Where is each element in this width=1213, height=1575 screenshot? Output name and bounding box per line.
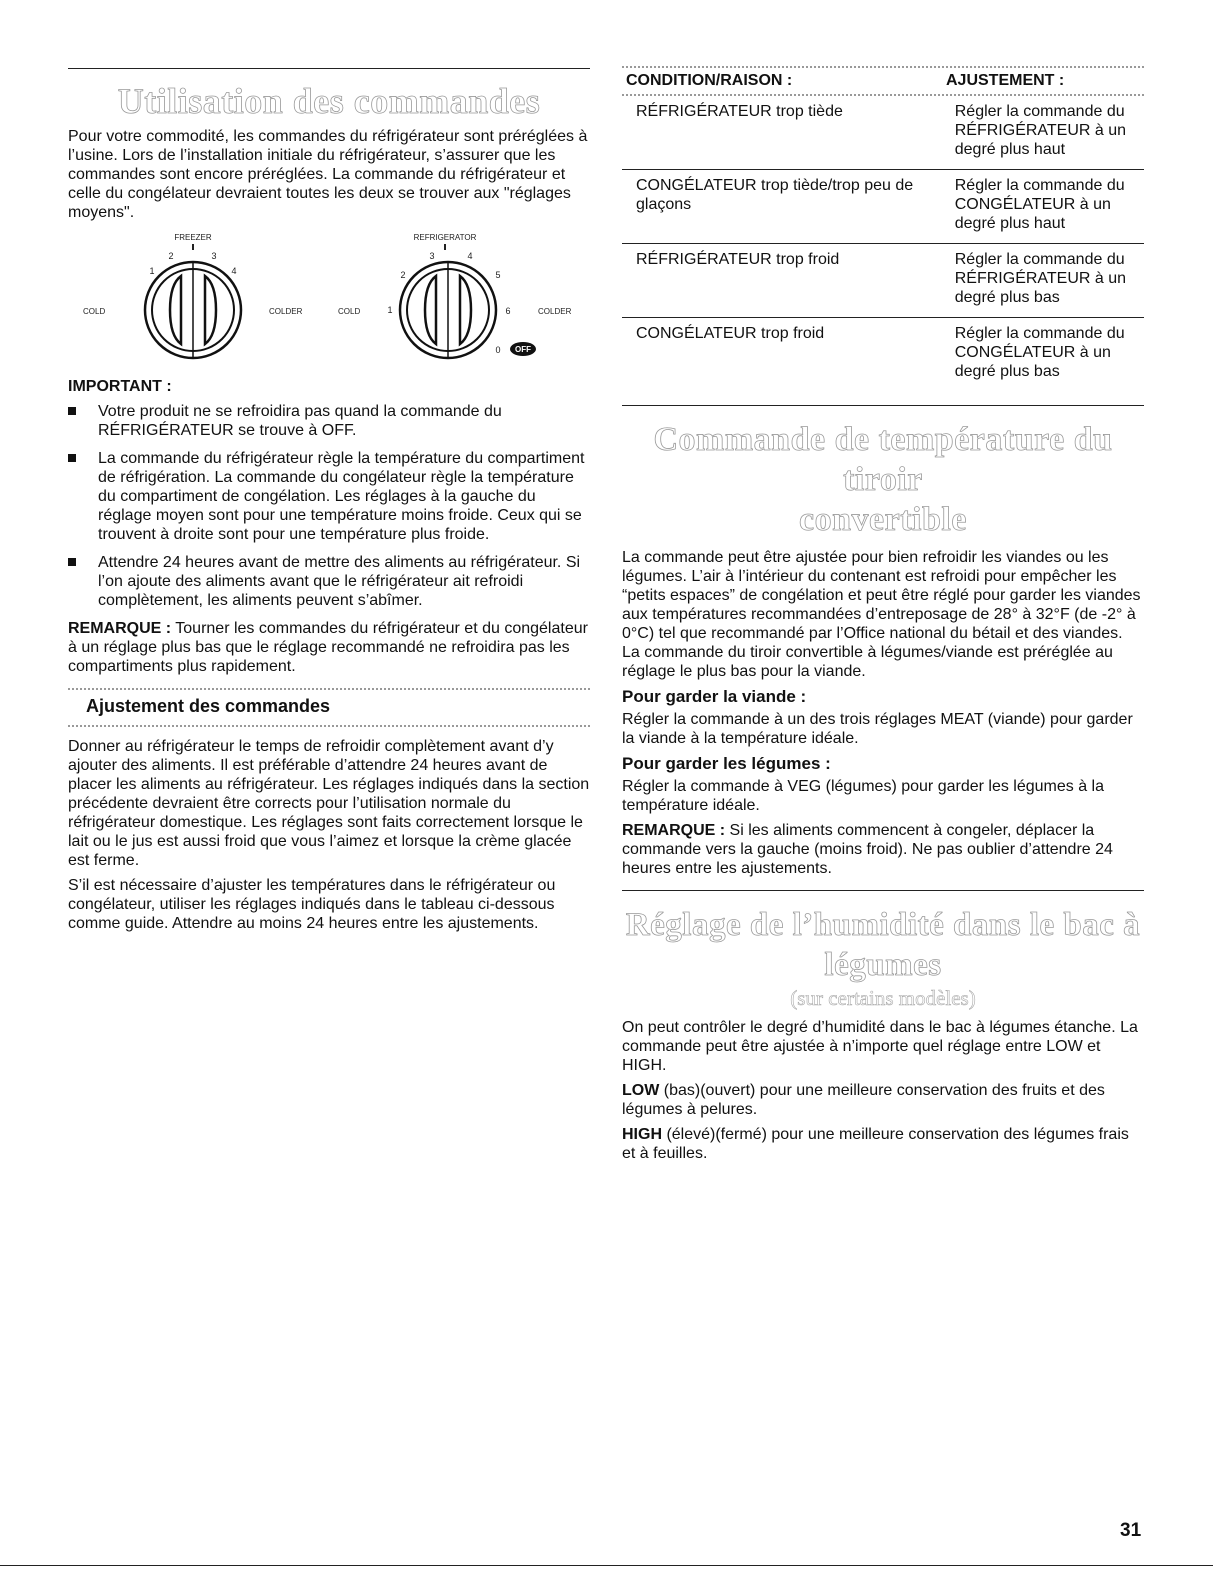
veg-heading: Pour garder les légumes : [622,754,831,773]
note-text: Tourner les commandes du réfrigérateur et du congélateur à un réglage plus bas que le réglage recommandé ne refroidira pas les compartiments plus rapidement. [68,620,588,675]
fridge-num-3: 3 [429,251,435,261]
fridge-num-5: 5 [495,270,501,280]
fridge-colder-label: COLDER [538,307,572,316]
dials-svg [68,228,590,373]
low-paragraph [622,1081,1144,1119]
dotted-rule [68,725,590,727]
note-paragraph [68,619,590,676]
right-column [622,0,1144,1169]
section-title-controls: Utilisation des commandes [117,81,541,121]
note-label: REMARQUE : [68,620,172,637]
freezer-label: FREEZER [174,233,212,242]
adjust-paragraph-1: Donner au réfrigérateur le temps de refroidir complètement avant d’y ajouter des aliments. Il est préférable d’attendre 24 heures avant de placer les aliments au réfrigérateur. Les réglages indiqués dans la section précédente devraient être corrects pour l’utilisation normale du réfrigérateur domestique. Les réglages sont faits correctement lorsque le lait ou le jus est aussi froid que vous l’aimez et lorsque la crème glacée est ferme. [68,738,590,869]
fridge-num-2: 2 [400,270,406,280]
important-bullet: La commande du réfrigérateur règle la température du compartiment de réfrigération. La commande du congélateur règle la température du compartiment de congélation. Les réglages à la gauche du réglage moyen sont pour une température moins froide. Ceux qui se trouvent à droite sont pour une température plus froide. [68,449,590,544]
fridge-num-1: 1 [387,305,393,315]
humidity-paragraph: On peut contrôler le degré d’humidité dans le bac à légumes étanche. La commande peut être ajustée à n’importe quel réglage entre LOW et HIGH. [622,1019,1138,1074]
freezer-cold-label: COLD [83,307,106,316]
row-condition: RÉFRIGÉRATEUR trop froid [636,251,840,268]
table-row [622,318,1144,406]
drawer-note-text: Si les aliments commencent à congeler, déplacer la commande vers la gauche (moins froid). Ne pas oublier d’attendre 24 heures entre les ajustements. [622,822,1113,877]
adjust-heading: Ajustement des commandes [86,696,331,716]
drawer-note-label: REMARQUE : [622,822,726,839]
refrigerator-label: REFRIGERATOR [413,233,477,242]
meat-paragraph: Régler la commande à un des trois réglages MEAT (viande) pour garder la viande à la température idéale. [622,711,1133,747]
freezer-colder-label: COLDER [269,307,303,316]
high-label: HIGH [622,1126,662,1143]
control-dials-illustration [68,228,590,373]
drawer-paragraph: La commande peut être ajustée pour bien refroidir les viandes ou les légumes. L’air à l’intérieur du contenant est refroidi pour empêcher les “petits espaces” de congélation et peut être réglé pour garder les viandes aux températures recommandées d’entreposage de 28° à 32°F (de -2° à 0°C) tel que recommandé par l’Office national du bétail et des viandes. La commande du tiroir convertible à légumes/viande est préréglée au réglage le plus bas pour la viande. [622,549,1141,680]
fridge-cold-label: COLD [338,307,361,316]
off-label: OFF [515,345,531,354]
fridge-num-4: 4 [467,251,473,261]
high-paragraph [622,1125,1144,1163]
row-condition: CONGÉLATEUR trop froid [636,325,825,342]
top-rule [68,68,590,69]
fridge-num-0: 0 [495,345,501,355]
col-adjustment-header: AJUSTEMENT : [946,72,1065,89]
col-condition-header: CONDITION/RAISON : [626,72,793,89]
freezer-num-2: 2 [168,251,174,261]
freezer-num-4: 4 [231,266,237,276]
row-adjustment: Régler la commande du CONGÉLATEUR à un degré plus haut [954,177,1125,232]
low-label: LOW [622,1082,660,1099]
freezer-num-1: 1 [149,266,155,276]
important-bullet: Votre produit ne se refroidira pas quand la commande du RÉFRIGÉRATEUR se trouve à OFF. [68,402,590,440]
section-title-drawer-2: convertible [799,501,967,538]
section-title-drawer: Commande de température du tiroir [653,421,1113,498]
adjust-paragraph-2: S’il est nécessaire d’ajuster les températures dans le réfrigérateur ou congélateur, utiliser les réglages indiqués dans le tableau ci-dessous comme guide. Attendre au moins 24 heures entre les ajustements. [68,877,556,932]
row-adjustment: Régler la commande du CONGÉLATEUR à un degré plus bas [954,325,1125,380]
row-adjustment: Régler la commande du RÉFRIGÉRATEUR à un degré plus bas [954,251,1127,306]
bottom-rule [0,1565,1213,1566]
row-condition: CONGÉLATEUR trop tiède/trop peu de glaçons [636,177,914,213]
table-row [622,96,1144,170]
drawer-note-paragraph [622,821,1144,878]
row-adjustment: Régler la commande du RÉFRIGÉRATEUR à un degré plus haut [954,103,1127,158]
left-column [68,0,590,939]
page-number: 31 [1120,1520,1142,1541]
important-label: IMPORTANT : [68,378,172,395]
intro-paragraph: Pour votre commodité, les commandes du réfrigérateur sont préréglées à l’usine. Lors de l’installation initiale du réfrigérateur, s’assurer que les commandes sont encore préréglées. La commande du réfrigérateur et celle du congélateur devraient toutes les deux se trouver aux "réglages moyens". [68,128,588,221]
fridge-num-6: 6 [505,306,511,316]
table-row [622,170,1144,244]
important-list [68,402,590,610]
adjustment-table-header [622,68,1144,94]
meat-heading: Pour garder la viande : [622,687,807,706]
section-title-humidity: Réglage de l’humidité dans le bac à légumes [625,907,1141,983]
high-text: (élevé)(fermé) pour une meilleure conservation des légumes frais et à feuilles. [622,1126,1129,1162]
humidity-top-rule [622,890,1144,891]
low-text: (bas)(ouvert) pour une meilleure conservation des fruits et des légumes à pelures. [622,1082,1105,1118]
row-condition: RÉFRIGÉRATEUR trop tiède [636,103,843,120]
humidity-subtitle: (sur certains modèles) [790,986,976,1010]
table-row [622,244,1144,318]
important-bullet: Attendre 24 heures avant de mettre des aliments au réfrigérateur. Si l’on ajoute des aliments avant que le réfrigérateur ait refroidi complètement, les aliments peuvent s’abîmer. [68,553,590,610]
freezer-num-3: 3 [211,251,217,261]
veg-paragraph: Régler la commande à VEG (légumes) pour garder les légumes à la température idéale. [622,778,1105,814]
